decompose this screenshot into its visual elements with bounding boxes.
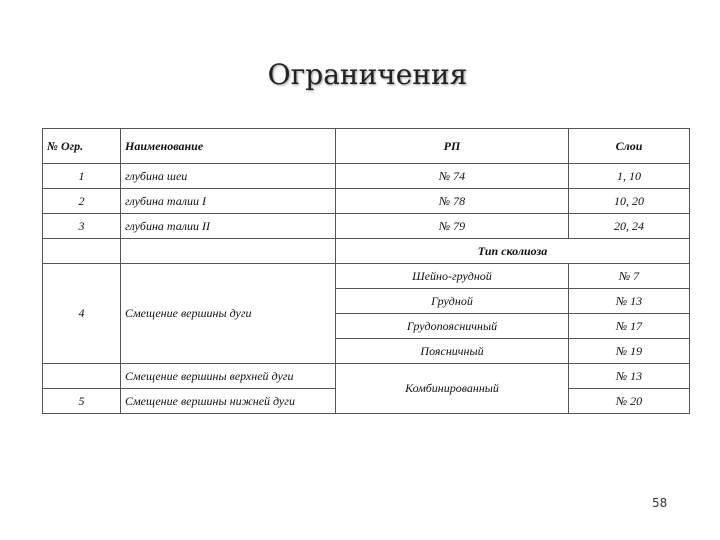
scoliosis-rp: № 17: [569, 314, 690, 339]
table-row: [43, 164, 690, 189]
empty-cell: [43, 239, 121, 264]
group4-num: 4: [43, 264, 121, 364]
group4-name: Смещение вершины дуги: [121, 264, 336, 364]
row-num: 1: [43, 164, 121, 189]
header-name: Наименование: [121, 129, 336, 164]
row-layers: 1, 10: [569, 164, 690, 189]
empty-cell: [43, 364, 121, 389]
combined-type: Комбинированный: [336, 364, 569, 414]
row-num: 2: [43, 189, 121, 214]
scoliosis-header-row: [43, 239, 690, 264]
scoliosis-type: Поясничный: [336, 339, 569, 364]
group5-name: Смещение вершины нижней дуги: [121, 389, 336, 414]
scoliosis-type-header: Тип сколиоза: [336, 239, 690, 264]
slide-number: 58: [652, 496, 668, 510]
table-row: [43, 189, 690, 214]
header-rp: РП: [336, 129, 569, 164]
row-layers: 10, 20: [569, 189, 690, 214]
scoliosis-rp: № 7: [569, 264, 690, 289]
table-header-row: [43, 129, 690, 164]
table-row: [43, 214, 690, 239]
upper-arc-rp: № 13: [569, 364, 690, 389]
scoliosis-rp: № 19: [569, 339, 690, 364]
row-name: глубина талии I: [121, 189, 336, 214]
scoliosis-rp: № 13: [569, 289, 690, 314]
scoliosis-type: Грудной: [336, 289, 569, 314]
scoliosis-type: Грудопоясничный: [336, 314, 569, 339]
empty-cell: [121, 239, 336, 264]
row-name: глубина шеи: [121, 164, 336, 189]
header-num: № Огр.: [43, 129, 121, 164]
table-row: [43, 364, 690, 389]
row-rp: № 79: [336, 214, 569, 239]
row-rp: № 78: [336, 189, 569, 214]
constraints-table: [42, 128, 690, 414]
upper-arc-name: Смещение вершины верхней дуги: [121, 364, 336, 389]
table-row: [43, 264, 690, 289]
scoliosis-type: Шейно-грудной: [336, 264, 569, 289]
slide-title: Ограничения: [267, 58, 468, 91]
row-layers: 20, 24: [569, 214, 690, 239]
row-num: 3: [43, 214, 121, 239]
group5-num: 5: [43, 389, 121, 414]
group5-rp: № 20: [569, 389, 690, 414]
header-layers: Слои: [569, 129, 690, 164]
row-name: глубина талии II: [121, 214, 336, 239]
row-rp: № 74: [336, 164, 569, 189]
